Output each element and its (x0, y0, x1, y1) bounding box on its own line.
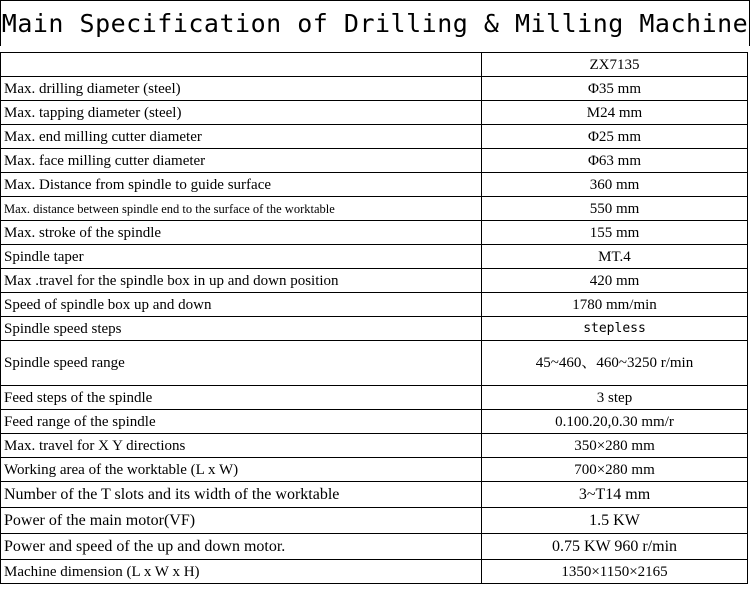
spec-param: Working area of the worktable (L x W) (1, 458, 482, 482)
spec-value: 360 mm (482, 173, 748, 197)
spec-value: stepless (482, 317, 748, 341)
spec-param: Feed steps of the spindle (1, 386, 482, 410)
spec-value: 3 step (482, 386, 748, 410)
spec-param: Feed range of the spindle (1, 410, 482, 434)
table-row (1, 197, 748, 221)
table-row (1, 293, 748, 317)
spec-param: Machine dimension (L x W x H) (1, 560, 482, 584)
spec-value: MT.4 (482, 245, 748, 269)
spec-param: Max. stroke of the spindle (1, 221, 482, 245)
spec-value: 45~460、460~3250 r/min (482, 341, 748, 386)
table-row (1, 434, 748, 458)
spec-value: 550 mm (482, 197, 748, 221)
spec-param: Max. Distance from spindle to guide surface (1, 173, 482, 197)
spec-value: Φ35 mm (482, 77, 748, 101)
spec-value: 1350×1150×2165 (482, 560, 748, 584)
table-header-row (1, 53, 748, 77)
table-row (1, 101, 748, 125)
spec-param: Max. end milling cutter diameter (1, 125, 482, 149)
spec-value: 3~T14 mm (482, 482, 748, 508)
spec-param: Max. face milling cutter diameter (1, 149, 482, 173)
table-row (1, 317, 748, 341)
spec-value: 420 mm (482, 269, 748, 293)
table-row (1, 245, 748, 269)
table-row (1, 173, 748, 197)
table-row (1, 149, 748, 173)
spec-value: 0.75 KW 960 r/min (482, 534, 748, 560)
spec-param: Max. drilling diameter (steel) (1, 77, 482, 101)
spec-value: 350×280 mm (482, 434, 748, 458)
spec-value: M24 mm (482, 101, 748, 125)
spec-param: Spindle taper (1, 245, 482, 269)
spec-param: Max. distance between spindle end to the surface of the worktable (1, 197, 482, 221)
spec-value: 1780 mm/min (482, 293, 748, 317)
spec-param: Spindle speed steps (1, 317, 482, 341)
model-header: ZX7135 (482, 53, 748, 77)
spec-value: Φ25 mm (482, 125, 748, 149)
table-row (1, 508, 748, 534)
header-empty-cell (1, 53, 482, 77)
table-row (1, 560, 748, 584)
spec-param: Max. travel for X Y directions (1, 434, 482, 458)
table-row (1, 482, 748, 508)
table-row (1, 125, 748, 149)
table-row (1, 410, 748, 434)
spec-value: 155 mm (482, 221, 748, 245)
table-row (1, 77, 748, 101)
table-row (1, 534, 748, 560)
table-row (1, 341, 748, 386)
spec-param: Max .travel for the spindle box in up and down position (1, 269, 482, 293)
spec-param: Power and speed of the up and down motor. (1, 534, 482, 560)
spec-param: Number of the T slots and its width of the worktable (1, 482, 482, 508)
spec-param: Spindle speed range (1, 341, 482, 386)
spec-param: Speed of spindle box up and down (1, 293, 482, 317)
spec-value: 700×280 mm (482, 458, 748, 482)
document-title: Main Specification of Drilling & Milling Machine (0, 0, 750, 46)
table-row (1, 221, 748, 245)
table-row (1, 458, 748, 482)
table-row (1, 269, 748, 293)
table-row (1, 386, 748, 410)
spec-param: Max. tapping diameter (steel) (1, 101, 482, 125)
spec-value: 0.100.20,0.30 mm/r (482, 410, 748, 434)
spec-value: 1.5 KW (482, 508, 748, 534)
spec-table (0, 52, 748, 584)
spec-param: Power of the main motor(VF) (1, 508, 482, 534)
spec-value: Φ63 mm (482, 149, 748, 173)
